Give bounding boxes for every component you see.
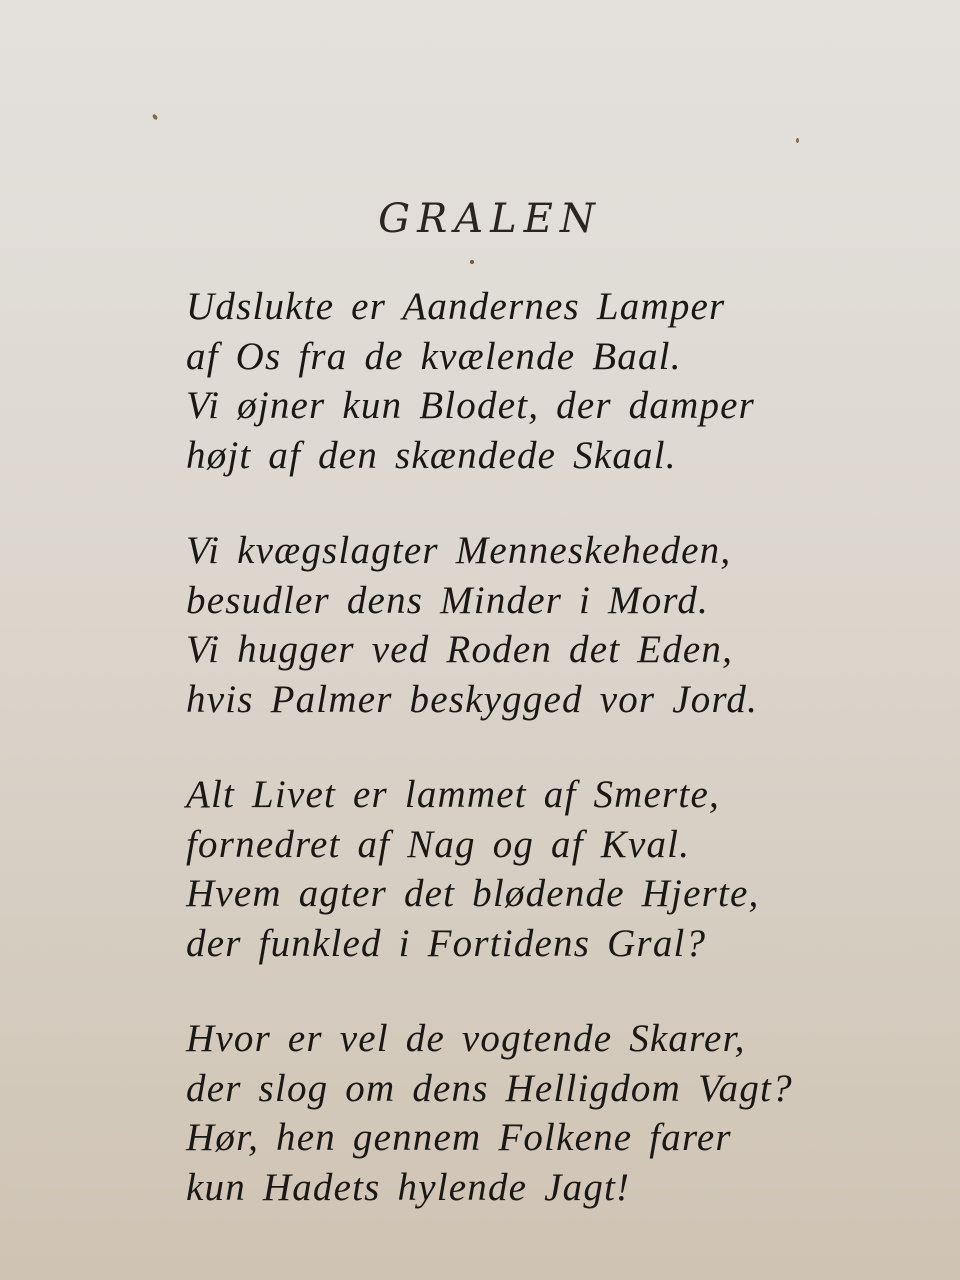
stanza-3 [186, 770, 866, 968]
poem-line: Alt Livet er lammet af Smerte, [186, 773, 720, 816]
poem-line: Hvem agter det blødende Hjerte, [186, 872, 760, 915]
paper-speck [796, 138, 799, 143]
poem-line: der funkled i Fortidens Gral? [186, 921, 707, 965]
poem-line: Vi øjner kun Blodet, der damper [186, 384, 756, 427]
poem-line: kun Hadets hylende Jagt! [186, 1165, 631, 1209]
poem-line: af Os fra de kvælende Baal. [186, 334, 682, 378]
poem-line: der slog om dens Helligdom Vagt? [186, 1066, 793, 1110]
paper-speck [470, 260, 474, 264]
poem-line: fornedret af Nag og af Kval. [186, 822, 691, 866]
poem-body [186, 282, 866, 1258]
poem-line: Vi hugger ved Roden det Eden, [186, 628, 734, 671]
poem-title: GRALEN [378, 196, 602, 242]
poem-line: Vi kvægslagter Menneskeheden, [186, 529, 732, 572]
stanza-2 [186, 526, 866, 724]
poem-line: højt af den skændede Skaal. [186, 433, 677, 477]
stanza-4 [186, 1014, 866, 1212]
poem-line: Udslukte er Aandernes Lamper [186, 285, 726, 328]
poem-line: Hvor er vel de vogtende Skarer, [186, 1017, 746, 1060]
poem-line: besudler dens Minder i Mord. [186, 578, 710, 622]
poem-line: Hør, hen gennem Folkene farer [186, 1116, 732, 1159]
paper-speck [152, 113, 159, 120]
stanza-1 [186, 282, 866, 480]
poem-line: hvis Palmer beskygged vor Jord. [186, 677, 759, 721]
